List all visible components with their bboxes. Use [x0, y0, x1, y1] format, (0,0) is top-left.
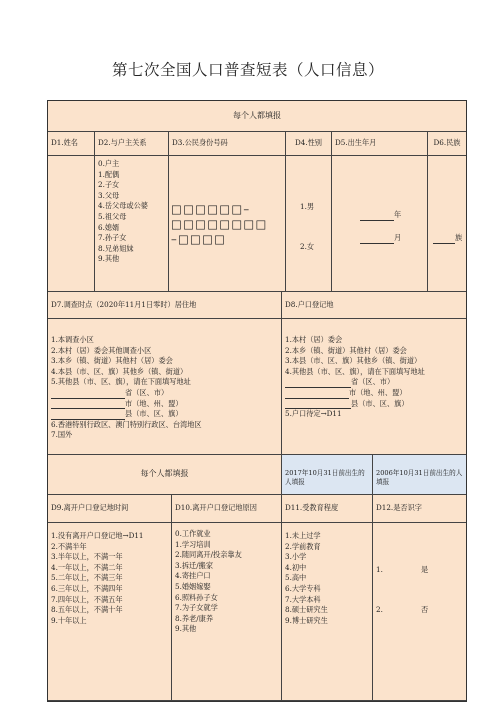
d2-option[interactable]: 9.其他: [98, 254, 120, 264]
province-label: 省（区、市）: [125, 387, 169, 397]
literacy-option-yes[interactable]: [376, 565, 429, 576]
d5-birth-field[interactable]: [332, 156, 428, 292]
d10-option[interactable]: 9.其他: [175, 624, 197, 634]
d7-option[interactable]: 6.香港特别行政区、澳门特别行政区、台湾地区: [51, 419, 202, 429]
literacy-option-no[interactable]: [376, 605, 429, 616]
d1-name-field[interactable]: [48, 156, 95, 292]
header-d2-relation: D2.与户主关系: [95, 132, 169, 156]
d2-option[interactable]: 2.子女: [98, 180, 120, 190]
d2-option[interactable]: 8.兄弟姐妹: [98, 243, 134, 253]
census-form: [47, 100, 467, 702]
d10-option[interactable]: 1.学习培训: [175, 539, 211, 549]
d2-option[interactable]: 7.孙子女: [98, 233, 127, 243]
id-boxes-line: –□□□□: [171, 232, 227, 246]
d10-option[interactable]: 5.婚姻嫁娶: [175, 581, 211, 591]
d10-options: [172, 523, 282, 701]
header-d9-time: D9.离开户口登记地时间: [48, 495, 172, 523]
d10-option[interactable]: 8.养老/康养: [175, 613, 214, 623]
d10-option[interactable]: 0.工作就业: [175, 529, 211, 538]
d11-option[interactable]: 9.博士研究生: [285, 615, 328, 625]
header-d7-residence: D7.调查时点（2020年11月1日零时）居住地: [48, 292, 282, 319]
county-blank[interactable]: [285, 400, 351, 409]
section-header-everyone-2: 每个人都填报: [48, 455, 282, 495]
id-boxes-line: □□□□□□□□: [171, 217, 268, 231]
d7-option[interactable]: 5.其他县（市、区、旗），请在下面填写地址: [51, 377, 191, 387]
year-blank[interactable]: [360, 212, 394, 221]
section-header-everyone: 每个人都填报: [48, 101, 466, 132]
d10-option[interactable]: 6.照料孙子女: [175, 592, 218, 602]
d2-option[interactable]: 6.媳婿: [98, 222, 120, 232]
note-2017-born: 2017年10月31日前出生的人填报: [282, 455, 373, 495]
d8-option[interactable]: 5.户口待定→D11: [285, 409, 342, 419]
d11-option[interactable]: 5.高中: [285, 573, 307, 583]
d8-option[interactable]: 2.本乡（镇、街道）其他村（居）委会: [285, 345, 407, 355]
d12-options: [373, 523, 466, 701]
d9-option[interactable]: 4.一年以上，不满二年: [51, 562, 123, 572]
d6-ethnic-field[interactable]: [428, 156, 466, 292]
county-label: 县（市、区、旗）: [351, 398, 409, 408]
d3-id-boxes[interactable]: [169, 156, 286, 292]
d11-option[interactable]: 6.大学专科: [285, 583, 321, 593]
province-blank[interactable]: [285, 379, 351, 388]
d9-option[interactable]: 1.没有离开户口登记地→D11: [51, 531, 144, 540]
city-blank[interactable]: [51, 400, 125, 409]
d8-options: [282, 319, 466, 455]
province-blank[interactable]: [51, 390, 125, 399]
d7-option[interactable]: 1.本调查小区: [51, 335, 94, 344]
d2-option[interactable]: 3.父母: [98, 190, 120, 200]
d10-option[interactable]: 3.拆迁/搬家: [175, 560, 214, 570]
province-label: 省（区、市）: [351, 377, 395, 387]
option-label: 否: [421, 605, 429, 614]
option-number: 2.: [376, 605, 383, 614]
d9-option[interactable]: 2.不满半年: [51, 541, 87, 551]
option-number: 1.: [376, 565, 383, 574]
d9-option[interactable]: 9.十年以上: [51, 615, 87, 625]
note-2006-born: 2006年10月31日前出生的人填报: [373, 455, 466, 495]
d11-option[interactable]: 3.小学: [285, 552, 307, 562]
d11-option[interactable]: 4.初中: [285, 562, 307, 572]
d7-option[interactable]: 2.本村（居）委会其他调查小区: [51, 345, 152, 355]
city-blank[interactable]: [285, 390, 349, 399]
d10-option[interactable]: 2.随同离开/投亲靠友: [175, 550, 242, 560]
d10-option[interactable]: 7.为子女就学: [175, 603, 218, 613]
d8-option[interactable]: 3.本县（市、区、旗）其他乡（镇、街道）: [285, 356, 422, 366]
d2-option[interactable]: 4.岳父母或公婆: [98, 201, 148, 211]
d11-options: [282, 523, 373, 701]
d9-option[interactable]: 3.半年以上，不满一年: [51, 552, 123, 562]
city-label: 市（地、州、盟）: [349, 387, 407, 397]
city-label: 市（地、州、盟）: [125, 398, 183, 408]
d9-option[interactable]: 7.四年以上，不满五年: [51, 594, 123, 604]
header-d4-sex: D4.性别: [286, 132, 332, 156]
header-d8-hukou: D8.户口登记地: [282, 292, 466, 319]
year-label: 年: [394, 210, 402, 219]
option-label: 是: [421, 565, 429, 574]
d9-option[interactable]: 6.三年以上，不满四年: [51, 583, 123, 593]
header-d5-birth: D5.出生年月: [332, 132, 428, 156]
d11-option[interactable]: 8.硕士研究生: [285, 605, 328, 615]
header-d6-ethnic: D6.民族: [428, 132, 466, 156]
page-title: 第七次全国人口普查短表（人口信息）: [111, 61, 384, 79]
sex-option-female[interactable]: 2.女: [300, 242, 315, 251]
d11-option[interactable]: 7.大学本科: [285, 594, 321, 604]
header-d1-name: D1.姓名: [48, 132, 95, 156]
header-d11-education: D11.受教育程度: [282, 495, 373, 523]
d4-sex-options: [286, 156, 332, 292]
month-label: 月: [394, 233, 402, 242]
d2-option[interactable]: 0.户主: [98, 159, 120, 168]
header-d10-reason: D10.离开户口登记地原因: [172, 495, 282, 523]
d9-option[interactable]: 5.二年以上，不满三年: [51, 573, 123, 583]
d7-options: [48, 319, 282, 455]
county-label: 县（市、区、旗）: [125, 409, 183, 419]
d7-option[interactable]: 3.本乡（镇、街道）其他村（居）委会: [51, 356, 173, 366]
d11-option[interactable]: 2.学前教育: [285, 541, 321, 551]
d8-option[interactable]: 1.本村（居）委会: [285, 335, 343, 344]
d8-option[interactable]: 4.其他县（市、区、旗），请在下面填写地址: [285, 366, 425, 376]
d7-option[interactable]: 7.国外: [51, 430, 73, 440]
d9-option[interactable]: 8.五年以上，不满十年: [51, 605, 123, 615]
id-boxes-line: □□□□□□–: [171, 202, 251, 216]
ethnic-blank[interactable]: [433, 235, 455, 244]
d7-option[interactable]: 4.本县（市、区、旗）其他乡（镇、街道）: [51, 366, 188, 376]
county-blank[interactable]: [51, 411, 125, 420]
d2-option[interactable]: 5.祖父母: [98, 211, 127, 221]
d2-option[interactable]: 1.配偶: [98, 169, 120, 179]
header-d3-id-number: D3.公民身份号码: [169, 132, 286, 156]
d11-option[interactable]: 1.未上过学: [285, 531, 321, 540]
d2-options: [95, 156, 169, 292]
sex-option-male[interactable]: 1.男: [300, 202, 315, 211]
ethnic-suffix: 族: [455, 233, 463, 242]
d9-options: [48, 523, 172, 701]
d10-option[interactable]: 4.寄挂户口: [175, 571, 211, 581]
month-blank[interactable]: [360, 235, 394, 244]
header-d12-literacy: D12.是否识字: [373, 495, 466, 523]
